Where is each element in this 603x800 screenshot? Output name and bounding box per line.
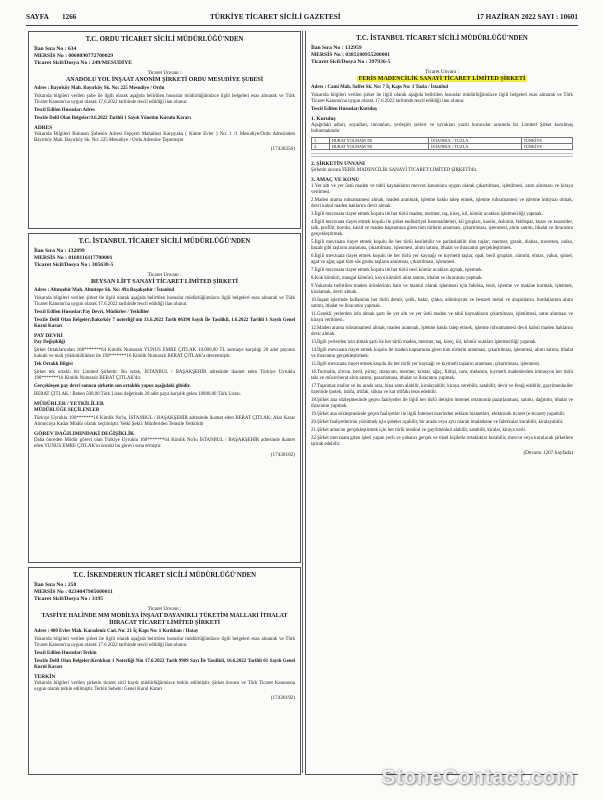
company-address: Adres : Bayırköy Mah. Bayırköy Sk. No: 225 Mesudiye / Ordu	[34, 86, 165, 91]
ilan-number: İlan Sıra No : 634	[34, 46, 77, 52]
section-body: Yukarıda bilgileri verilen şirketin ticaret sicil kaydı müdürlüğümüzce terkin edilmiştir. Şirket ünvanı ve Türk Ticaret Kanununa uygun olarak terkin edilmiştir. Terkin Sebebi: Genel Kurul Kararı	[34, 681, 295, 692]
company-name: ANADOLU YOL İNŞAAT ANONİM ŞİRKETİ ORDU MESUDİYE ŞUBESİ	[65, 77, 264, 83]
purpose-item: 17.Taşınmaz mallar ve bu arada arsa, bina satın alabilir, kiralayabilir, kiraya verebilir, satabilir, devir ve ferağ edebilir, gayrimenkuller üzerinde ipotek, intifa, irtifak, sükna ve kat irtifakı tesis edebilir.	[311, 384, 573, 395]
registry-title: T.C. ORDU TİCARET SİCİLİ MÜDÜRLÜĞÜ'NDEN	[85, 36, 244, 43]
section-title: TERKİN	[34, 674, 56, 680]
sicil-number: Ticaret Sicil/Dosya No : 3195	[34, 596, 104, 602]
registry-title: T.C. İSKENDERUN TİCARET SİCİLİ MÜDÜRLÜĞÜ'NDEN	[72, 572, 257, 579]
company-name	[311, 76, 573, 83]
tescil-hususlar: Tescil Edilen Hususlar:Pay Devri, Müdürler / Yetkililer	[34, 310, 150, 315]
company-name: TASFİYE HALİNDE MM MOBİLYA İNŞAAT DAYANIKLI TÜKETİM MALLARI İTHALAT İHRACAT TİCARET LİMİTED ŞİRKETİ	[41, 613, 288, 626]
section-body: Şirket tek ortaklı bir Limited Şirkettir. Bu ortak, İSTANBUL / BAŞAKŞEHİR adresinde ikamet eden Türkiye Uyruklu 190*******16 Kimlik Numaralı BERAT ÇITLAK'dır.	[34, 370, 295, 381]
ilan-number: İlan Sıra No : 132959	[311, 45, 362, 51]
purpose-item: 22.Şirket mevzuata giren işleri yapan yerli ve yabancı gerçek ve tüzel kişilerle ortaklıklar kurabilir, mevcut veya kurulacak şirketlere iştirak edebilir.	[311, 436, 573, 447]
table-cell: İSTANBUL / TUZLA	[429, 138, 522, 144]
section-title: ADRES	[34, 125, 53, 131]
announcement-feris	[305, 31, 578, 775]
purpose-item: 3.İlgili mevzuata riayet etmek koşulu ile her türlü maden, mermer, taş, kireç, kil, kömür ocakları işletmeciliği yapmak.	[311, 212, 543, 217]
ilan-number: İlan Sıra No : 258	[34, 582, 77, 588]
tescil-hususlar: Tescil Edilen Hususlar:Terkin	[34, 651, 97, 656]
announcement-iskenderun	[28, 567, 301, 775]
gazette-title: TÜRKİYE TİCARET SİCİLİ GAZETESİ	[210, 13, 341, 21]
unvan-label: Ticaret Unvanı :	[147, 606, 182, 612]
unvan-label: Ticaret Unvanı :	[147, 70, 182, 76]
section-title: MÜDÜRLER / YETKİLİLER	[34, 401, 104, 407]
purpose-item: 20.Şirket faaliyetlerinin yürütmek için şubeler açabilir, bir arada veya ayrı olarak imalathane ve fabrikalar kurabilir, kiralayabilir.	[311, 420, 564, 425]
purpose-item: 12.Maden arama ruhsatnamesi almak, maden aranmak, işletme hakkı talep etmek, işletme ruhsatnamesi devri kabul maden haklarını devir almak.	[311, 326, 573, 337]
section-body: Daha önceden Müdür görevi olan Türkiye Uyruklu 168*******64 Kimlik No'lu İSTANBUL / BAŞAKŞEHİR adresinde ikamet eden YUNUS EMRE ÇITLAK'ın önceki bu görevi sona ermiştir.	[34, 438, 295, 449]
mersis-number: MERSİS No : 0068090772700029	[34, 53, 114, 59]
tescil-belgeler: Tescile Delil Olan Belgeler:Bakırköy 7 noterliği'nin 13.6.2022 Tarih 06390 Sayılı İle Tasdikli, 1.6.2022 Tarihli 1 Sayılı Genel Kurul Kararı	[34, 318, 295, 329]
registry-title: T.C. İSTANBUL TİCARET SİCİLİ MÜDÜRLÜĞÜ'NDEN	[78, 238, 251, 245]
table-cell: HURAT YOLMAM TR	[329, 144, 428, 150]
unvan-label: Ticaret Unvanı :	[425, 69, 459, 75]
purpose-item: 19.Şirket ana sözleşmesinde geçen faaliyetler ile ilgili İnternet üzerinden reklam hizmetleri, elektronik ticaret (e-ticaret) yapabilir.	[311, 412, 566, 417]
section-title: 3. AMAÇ VE KONU	[311, 177, 360, 183]
section-body: Türkiye Uyruklu 190*******16 Kimlik No'lu, İSTANBUL / BAŞAKŞEHİR adresinde ikamet eden BERAT ÇITLAK; Aksi Karar Alınıncaya Kadar Müdür olarak seçilmiştir. Yetki Şekli: Münferiden Temsile Yetkilidir	[34, 416, 295, 427]
page-number: 1266	[62, 13, 77, 21]
page-label: SAYFA	[26, 13, 49, 21]
ilan-number: İlan Sıra No : 132899	[34, 248, 85, 254]
company-name-highlight: FERİS MADENCİLİK SANAYİ TİCARET LİMİTED ŞİRKETİ	[358, 76, 526, 82]
tescil-belgeler: Tescile Delil Olan Belgeler:Kırıkhan 1 Noterliği Nin 17.6.2022 Tarih 9909 Sayı İle Tasdikli, 16.6.2022 Tarihli 01 Sayılı Genel Kurul Kararı	[34, 659, 295, 670]
tescil-hususlar: Tescil Edilen Hususlar:Kuruluş	[311, 107, 377, 112]
section-body: Şirket Ortaklarından 168*******64 Kimlik Numaralı YUNUS EMRE ÇITLAK 10.000,00 TL sermaye karşılığı 20 adet payının hukuki ve mali yükümlülükleri ile 190*******16 Kimlik Numaralı BERAT ÇITLAK'a devretmiştir.	[34, 348, 295, 359]
sicil-number: Ticaret Sicil/Dosya No : 305638-5	[34, 262, 114, 268]
reference-number: (17430192)	[270, 695, 295, 701]
purpose-item: 4.İlgili mevzuata riayet etmek koşulu ile şirket endüstriyel hammaddeleri, kil grupları, kaolin, dolomit, feldispat, kuars ve kuarsitler, talk, profilit, boroks, kalsit ve maden kapsamına giren tüm türlerin aranması, çıkartılması, işlenmesi, alımı satımı, ithalat ve ihracatını gerçekleştirmek.	[311, 220, 573, 237]
table-cell: 2.	[312, 144, 330, 150]
purpose-item: 13.İlgili yerlerden izin almak şartı ile her türlü maden, mermer, taş, kireç, kil, kömür ocakları işletmeciliği yapmak.	[311, 340, 537, 345]
section-subtitle: Tek Ortaklı Bilgisi	[34, 362, 73, 367]
table-cell: HURAT YOLMAM TR	[329, 138, 428, 144]
issue-date: 17 HAZİRAN 2022 SAYI : 10601	[476, 13, 578, 21]
column-divider	[302, 31, 303, 773]
section-subtitle: MÜDÜRLÜĞE SEÇİLENLER	[34, 408, 100, 413]
announcement-body: Yukarıda bilgileri verilen şirket ile ilgili olarak aşağıda belirtilen hususlar müdürlüğümüzce ilgili belgeleri esas alınarak ve Türk Ticaret Kanunu'na uygun olarak 17.6.2022 tarihinde tescil edildiği ilan olunur.	[311, 93, 573, 104]
purpose-item: 15.İlgili mevzuata riayet etmek koşulu ile her türlü yer kaynağı ve kıymetli taşların aranması, çıkartılması, işlenmesi.	[311, 362, 541, 367]
company-address: Adres : 400 Evler Mah. Karadeniz Cad. No: 21 İç Kapı No: 1 Kırıkhan / Hatay	[34, 629, 199, 634]
section-subtitle: Pay Değişikliği	[34, 340, 66, 345]
table-row	[312, 144, 573, 150]
purpose-item: 8.Kok kömürü, mangal kömürü, koyu kömürü alım satımı, ithalat ve ihracatını yapmak.	[311, 276, 483, 281]
left-column	[28, 31, 301, 779]
company-name: BEYSAN LİFT SANAYİ TİCARET LİMİTED ŞİRKETİ	[91, 279, 238, 285]
section-title: 1. Kuruluş	[311, 116, 336, 122]
purpose-item: 10.İnşaat işlerinde kullanılan her türlü demir, çelik, bakır, çinko, alüminyum ve benzeri metal ve alaşımların, hurdalarının alımı satımı, ithalat ve ihracatını yapmak.	[311, 298, 573, 309]
announcement-ordu	[28, 31, 301, 229]
watermark-text: StoneContact.com	[381, 766, 575, 789]
purpose-item: 18.Şirket ana sözleşmesinde geçen faaliyetler ile ilgili her türlü iletişim internet ortamında pazarlanması, satımı, dağıtımı, ithalat ve ihracatını yapmak.	[311, 398, 573, 409]
text-lines	[311, 152, 573, 158]
purpose-item: 5.İlgili mevzuata riayet etmek koşulu ile her türlü kesilebilir ve parlatılabilir tüm taşlar; mermer, granit, diabaz, traverten, oniks, bazalt gibi taşların aranması, çıkartılması, işlenmesi, alımı satımı, ithalat ve ihracatını gerçekleştirmek.	[311, 240, 573, 251]
registry-title: T.C. İSTANBUL TİCARET SİCİLİ MÜDÜRLÜĞÜ'NDEN	[356, 35, 528, 42]
purpose-list	[311, 184, 573, 448]
purpose-item: 1.Yer altı ve yer üstü maden ve tabii kaynakların mevcut kanunlara uygun olarak çıkartılması, işletilmesi, satın alınması ve kiraya verilmesi.	[311, 184, 573, 195]
tescil-hususlar: Tescil Edilen Hususlar:Adres	[34, 108, 95, 113]
announcement-body: Yukarıda bilgileri verilen şirket ile ilgili olarak aşağıda belirtilen hususlar müdürlüğümüzce ilgili belgeleri esas alınarak ve Türk Ticaret Kanunu'na uygun olarak 17.6.2022 tarihinde tescil edildiği ilan olunur.	[34, 296, 295, 307]
section-title: PAY DEVRİ	[34, 333, 63, 339]
unvan-label: Ticaret Unvanı :	[147, 272, 182, 278]
purpose-item: 11.Gerekli yerlerden izin almak şartı ile yer altı ve yer üstü maden ve tabii kaynakların çıkartılması, işletilmesi, satın alınması ve kiraya verilmesi.	[311, 312, 573, 323]
table-cell: TÜRKİYE	[521, 144, 572, 150]
company-address: Adres : Altınşehir Mah. Altıntepe Sk. No: 49a Başakşehir / İstanbul	[34, 288, 175, 293]
mersis-number: MERSİS No : 0168116117700001	[34, 255, 113, 261]
section-body: BERAT ÇITLAK : Behen 500,00 Türk Lirası değerinde 20 adet paya karşılık gelen 10000,00 Türk Lirası.	[34, 392, 241, 397]
mersis-number: MERSİS No : 0234047905600011	[34, 589, 113, 595]
founders-table	[311, 137, 573, 150]
right-column	[305, 31, 578, 779]
reference-number: (17430182)	[270, 452, 295, 458]
sicil-number: Ticaret Sicil/Dosya No : 397936-5	[311, 59, 391, 65]
purpose-item: 6.İlgili mevzuata riayet etmek koşulu ile her türlü yer kaynağı ve kıymetli taşlar, opal, beril grupları, zümrüt, elmas, yakut, spinel, agat ve ağaç agat tüm süs grubu taşların aranması, çıkartılması, işlenmesi.	[311, 254, 573, 265]
purpose-item: 21.Şirket amacını gerçekleştirmek için her türlü menkul ve gayrimenkul alabilir, satabilir, kiralar, kiraya verir.	[311, 428, 527, 433]
table-cell: TÜRKİYE	[521, 138, 572, 144]
section-body: Aşağıdaki adları, soyadları, unvanları, yerleşim yerleri ve uyrukları yazılı kurucular arasında bir Limited Şirket kurulmuş bulunmaktadır	[311, 123, 573, 134]
purpose-item: 9.Yukarıda belirtilen maden ürünlerinin ham ve mamul olarak işlenmesi için fabrika, tesis, işletme ve makine kurmak, işletmek, kiralamak, devir almak.	[311, 284, 573, 295]
purpose-item: 14.İlgili mevzuata riayet etmek koşulu ile maden kapsamına giren tüm türlerin aranması, çıkartılması, işlenmesi, alımı satımı, ithalat ve ihracatını gerçekleştirmek.	[311, 348, 573, 359]
section-body: Yukarıda Bilgileri Bulunan Şubenin Adresi Fepçem Mahallesi Karşıyaka ( Küme Evler ) No: 1 /1 Mesudiye/Ordu Adresinden Bayırköy Mah. Bayırköy Sk. No: 225 Mesudiye / Ordu Adresine Taşınmıştır	[34, 132, 295, 143]
announcement-body: Yukarıda bilgileri verilen şirket ile ilgili olarak aşağıda belirtilen hususlar müdürlüğümüzce ilgili belgeleri esas alınarak ve Türk Ticaret Kanunu'na uygun olarak 17.6.2022 tarihinde tescil edildiği ilan olunur.	[34, 637, 295, 648]
tescil-belgeler: Tescile Delil Olan Belgeler:9.6.2022 Tarihli 1 Sayılı Yönetim Kurulu Kararı	[34, 116, 191, 121]
section-subtitle: Gerçekleşen pay devri sonucu şirketin son ortaklık yapısı aşağıdaki gibidir.	[34, 384, 191, 389]
page-header	[26, 9, 578, 26]
announcement-body: Yukarıda bilgileri verilen şube ile ilgili olarak aşağıda belirtilen hususlar müdürlüğümüzce ilgili belgeleri esas alınarak ve Türk Ticaret Kanunu'na uygun olarak 17.6.2022 tarihinde tescil edildiği ilan olunur.	[34, 94, 295, 105]
announcement-istanbul-beysan	[28, 233, 301, 563]
continued-note: (Devamı 1267.Sayfada)	[523, 450, 573, 456]
section-title: 2. ŞİRKETİN UNVANI	[311, 161, 365, 167]
table-cell: 1.	[312, 138, 330, 144]
sicil-number: Ticaret Sicil/Dosya No : 249/MESUDİYE	[34, 60, 132, 66]
reference-number: (17430256)	[270, 146, 295, 152]
watermark-logo	[381, 766, 575, 790]
purpose-item: 16.Turmalin, zircon, beril, pirinç, titanyum, mermer, kristal, ağaç, fildişi, cam, melamin, kıymetli madenlerden imitasyon her türlü takı ve mücevherat alım satımı, pazarlaması, ithalat ve ihracatını yapmak.	[311, 370, 573, 381]
company-address: Adres : Cami Mah. Saffet Sk. No: 7 İç Kapı No: 1 Tuzla / İstanbul	[311, 85, 449, 90]
section-body: Şirketin unvanı FERİS MADENCİLİK SANAYİ TİCARET LİMİTED ŞİRKETİ'dir.	[311, 168, 478, 173]
mersis-number: MERSİS No : 0385180955200001	[311, 52, 391, 58]
purpose-item: 7.İlgili mevzuata riayet etmek koşulu ile her türlü nevi kömür ocakları açmak, işletmek.	[311, 268, 483, 273]
purpose-item: 2.Maden arama ruhsatnamesi almak, maden aranmak, işletme hakkı talep etmek, işletme ruhsatnamesi ve işletme imtiyazı olmak, devri kabul maden haklarını devir almak.	[311, 198, 573, 209]
section-title: GÖREV DAĞILIMINDAKİ DEĞİŞİKLİK	[34, 431, 135, 437]
table-cell: İSTANBUL / TUZLA	[429, 144, 522, 150]
table-row	[312, 138, 573, 144]
